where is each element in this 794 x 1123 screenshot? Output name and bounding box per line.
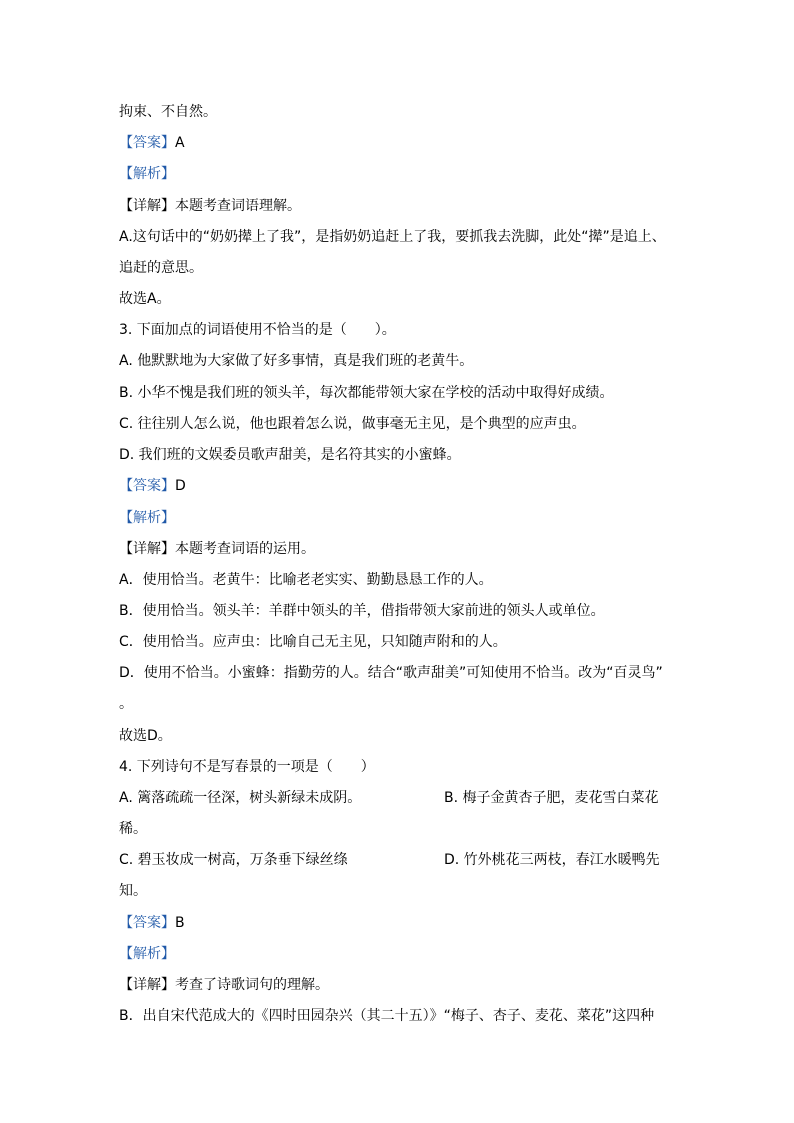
q3-explain-d: D．使用不恰当。小蜜蜂：指勤劳的人。结合“歌声甜美”可知使用不恰当。改为“百灵鸟” xyxy=(119,665,663,681)
q4-option-c: C. 碧玉妆成一树高，万条垂下绿丝绦 xyxy=(119,852,348,868)
q4-analysis-tag: 【解析】 xyxy=(119,946,175,962)
q4-option-d: D. 竹外桃花三两枝，春江水暖鸭先 xyxy=(444,852,660,868)
q4-option-a: A. 篱落疏疏一径深，树头新绿未成阴。 xyxy=(119,790,362,806)
q2-detail: 【详解】本题考查词语理解。 xyxy=(119,198,301,214)
q2-explain-line-1: A.这句话中的“奶奶撵上了我”，是指奶奶追赶上了我，要抓我去洗脚，此处“撵”是追上、 xyxy=(119,229,666,245)
q3-detail: 【详解】本题考查词语的运用。 xyxy=(119,541,315,557)
q3-explain-d-tail: 。 xyxy=(119,696,133,712)
q3-option-a: A. 他默默地为大家做了好多事情，真是我们班的老黄牛。 xyxy=(119,353,474,369)
q3-option-c: C. 往往别人怎么说，他也跟着怎么说，做事毫无主见，是个典型的应声虫。 xyxy=(119,416,586,432)
q3-option-d: D. 我们班的文娱委员歌声甜美，是名符其实的小蜜蜂。 xyxy=(119,447,461,463)
q3-explain-a: A．使用恰当。老黄牛：比喻老老实实、勤勤恳恳工作的人。 xyxy=(119,572,493,588)
q4-option-d-tail: 知。 xyxy=(119,883,147,899)
q3-conclusion: 故选D。 xyxy=(119,728,172,744)
q3-option-b: B. 小华不愧是我们班的领头羊，每次都能带领大家在学校的活动中取得好成绩。 xyxy=(119,385,614,401)
q4-option-b: B. 梅子金黄杏子肥，麦花雪白菜花 xyxy=(444,790,659,806)
q3-analysis-tag: 【解析】 xyxy=(119,510,175,526)
q2-tail-text: 拘束、不自然。 xyxy=(119,104,217,120)
answer-tag: 【答案】 xyxy=(119,478,175,494)
q2-answer xyxy=(119,134,185,152)
answer-value: A xyxy=(175,135,185,151)
q4-option-b-tail: 稀。 xyxy=(119,821,147,837)
q2-analysis-tag: 【解析】 xyxy=(119,166,175,182)
q2-explain-line-2: 追赶的意思。 xyxy=(119,260,203,276)
q3-explain-b: B．使用恰当。领头羊：羊群中领头的羊，借指带领大家前进的领头人或单位。 xyxy=(119,603,605,619)
q4-stem: 4. 下列诗句不是写春景的一项是（ ） xyxy=(119,759,375,775)
answer-tag: 【答案】 xyxy=(119,135,175,151)
answer-value: B xyxy=(175,915,185,931)
q3-stem: 3. 下面加点的词语使用不恰当的是（ ）。 xyxy=(119,322,396,338)
q4-answer xyxy=(119,914,185,932)
answer-tag: 【答案】 xyxy=(119,915,175,931)
q3-explain-c: C．使用恰当。应声虫：比喻自己无主见，只知随声附和的人。 xyxy=(119,634,507,650)
q3-answer xyxy=(119,477,186,495)
q4-detail: 【详解】考查了诗歌词句的理解。 xyxy=(119,977,329,993)
answer-value: D xyxy=(175,478,186,494)
q4-explain-b: B．出自宋代范成大的《四时田园杂兴（其二十五）》“梅子、杏子、麦花、菜花”这四种 xyxy=(119,1008,655,1024)
q2-conclusion: 故选A。 xyxy=(119,291,171,307)
